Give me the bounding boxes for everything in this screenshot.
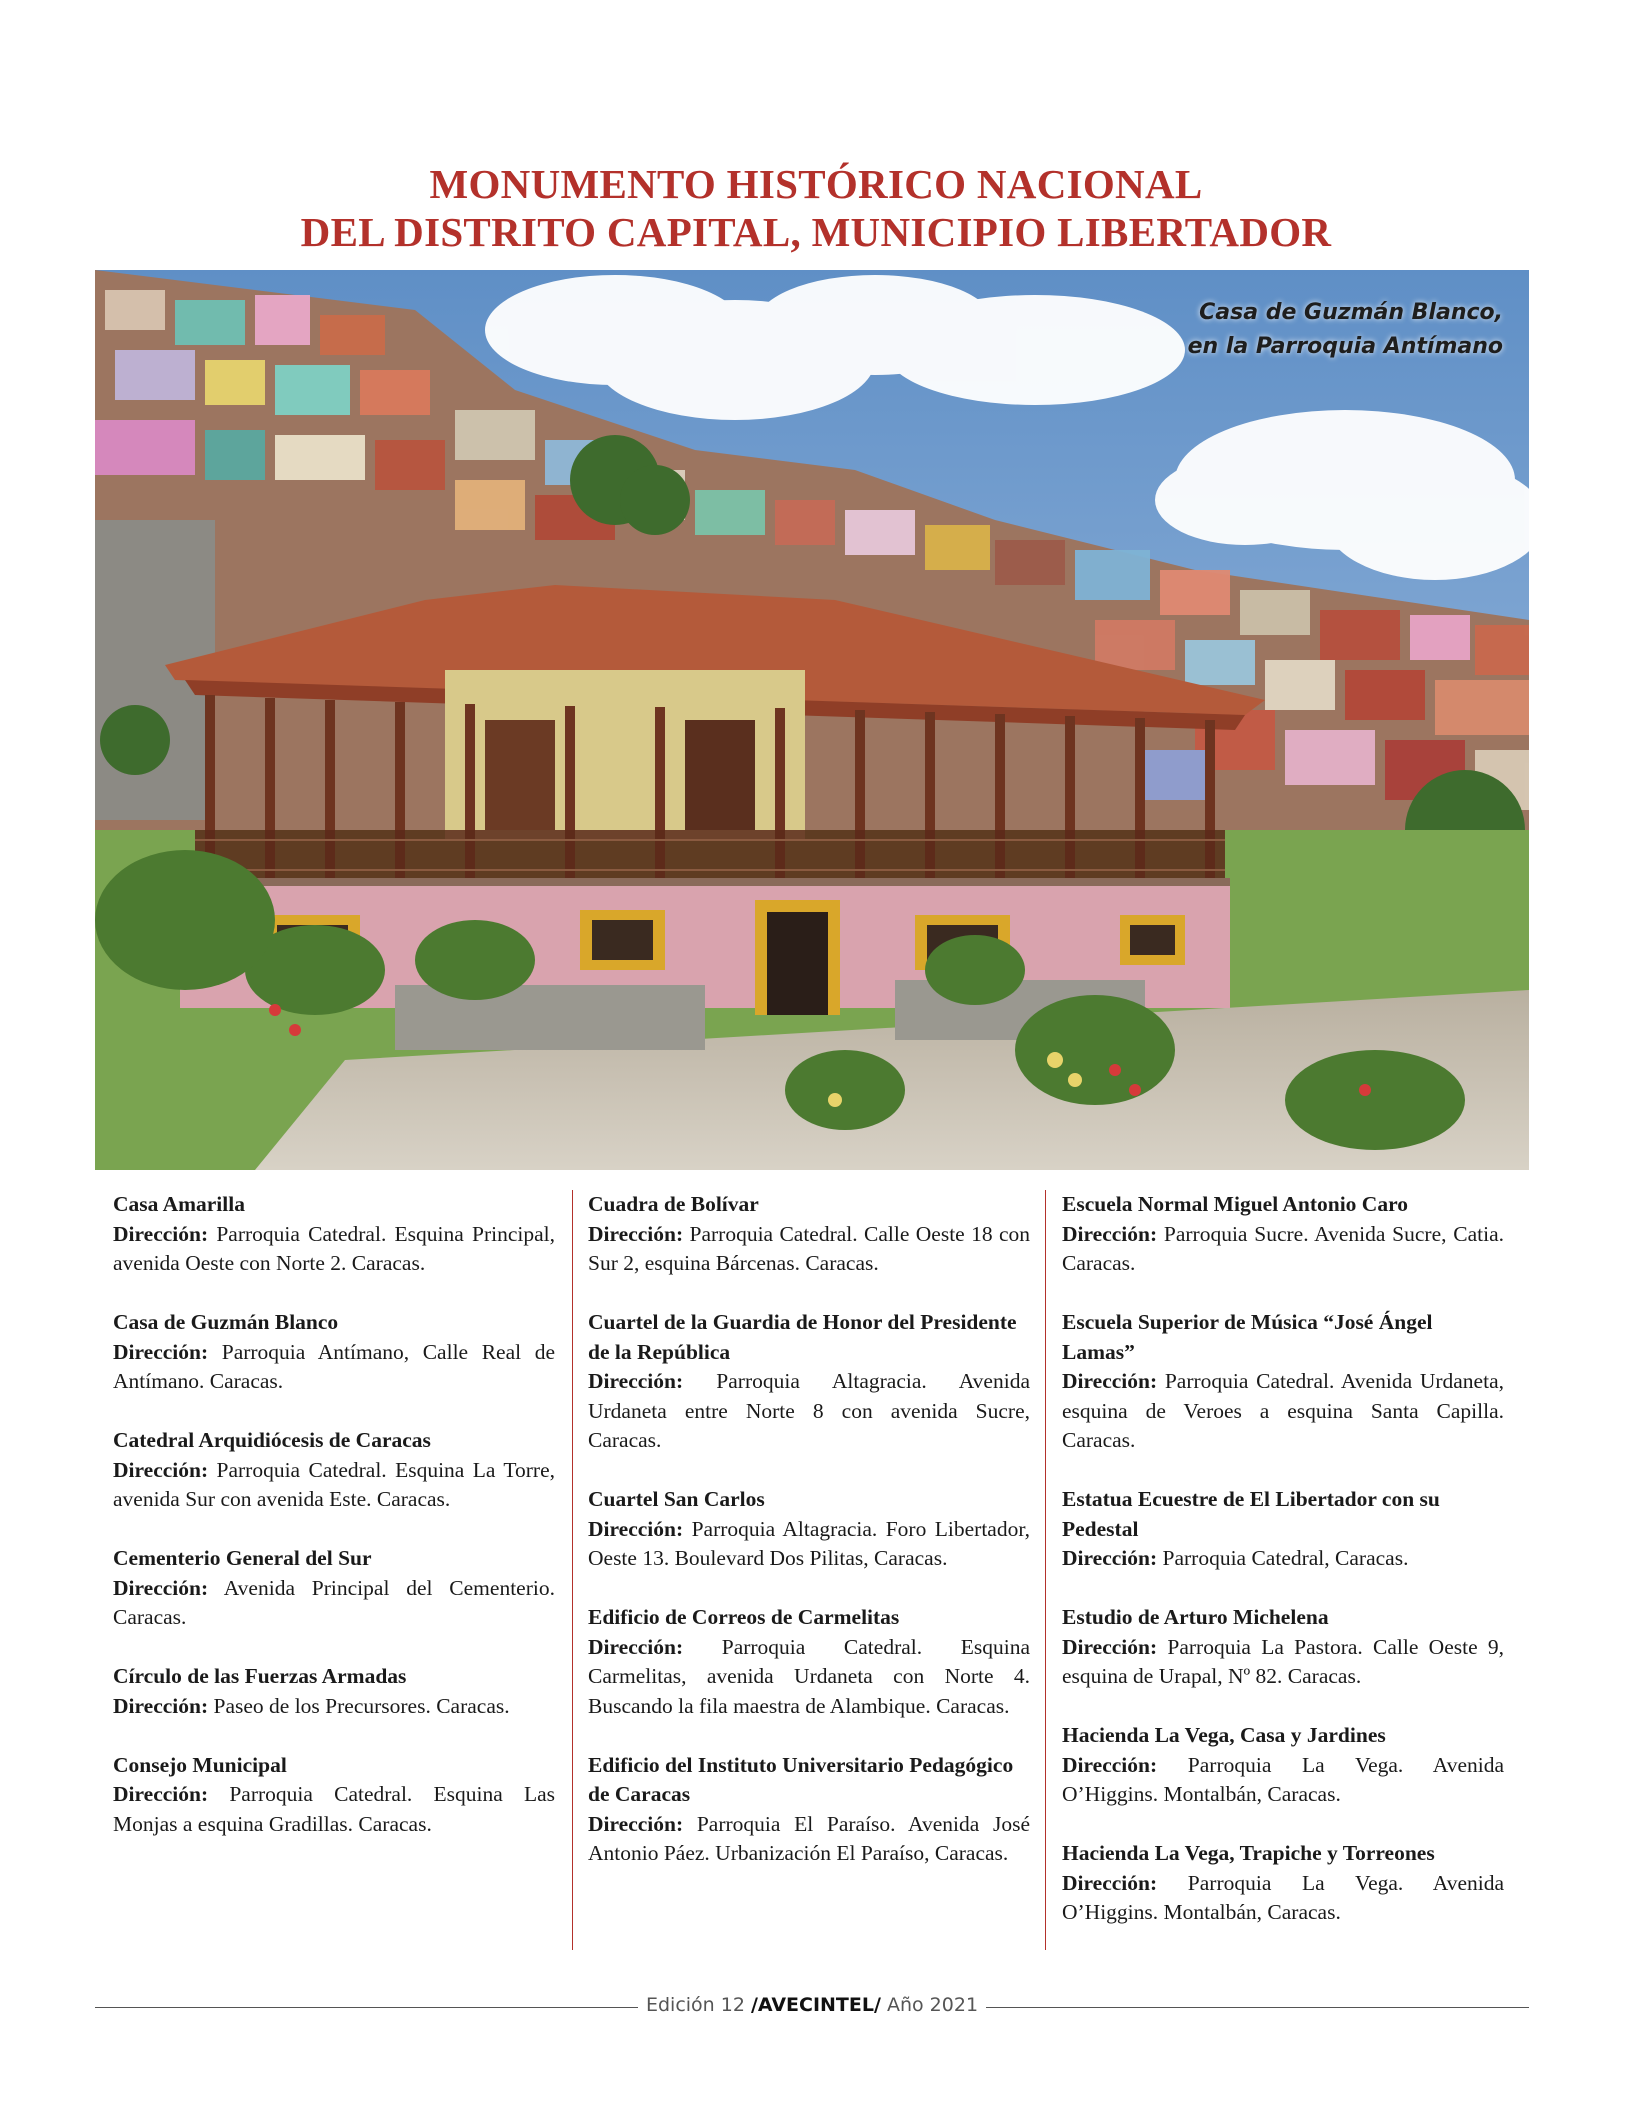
monument-name: Casa Amarilla	[113, 1192, 245, 1216]
monument-entry	[1062, 1603, 1504, 1692]
monument-name: Cuadra de Bolívar	[588, 1192, 759, 1216]
address-label: Dirección:	[113, 1221, 209, 1246]
monument-column-1	[113, 1190, 555, 1869]
monument-entry	[1062, 1485, 1504, 1574]
address-text: Parroquia Catedral, Caracas.	[1162, 1546, 1409, 1570]
monument-column-2	[588, 1190, 1030, 1898]
address-label: Dirección:	[588, 1221, 684, 1246]
monument-address	[588, 1220, 1030, 1279]
monument-name: Escuela Normal Miguel Antonio Caro	[1062, 1192, 1408, 1216]
address-text: Parroquia La Pastora. Calle Oeste 9, esquina de Urapal, Nº 82. Caracas.	[1062, 1634, 1504, 1688]
address-text: Avenida Principal del Cementerio. Caracas.	[113, 1575, 555, 1629]
monument-name: Estatua Ecuestre de El Libertador con su Pedestal	[1062, 1487, 1440, 1541]
monument-address	[113, 1692, 555, 1722]
monument-name: Cementerio General del Sur	[113, 1546, 372, 1570]
monument-address	[1062, 1633, 1504, 1692]
monument-name: Cuartel San Carlos	[588, 1487, 765, 1511]
address-text: Parroquia El Paraíso. Avenida José Antonio Páez. Urbanización El Paraíso, Caracas.	[588, 1811, 1030, 1865]
address-label: Dirección:	[1062, 1870, 1158, 1895]
address-label: Dirección:	[113, 1575, 209, 1600]
address-text: Parroquia Antímano, Calle Real de Antímano. Caracas.	[113, 1339, 555, 1393]
address-text: Parroquia Catedral. Avenida Urdaneta, esquina de Veroes a esquina Santa Capilla. Caracas.	[1062, 1369, 1504, 1452]
monument-address	[588, 1810, 1030, 1869]
footer-text	[95, 1994, 1529, 2016]
monument-column-3	[1062, 1190, 1504, 1957]
column-divider	[1045, 1190, 1046, 1950]
monument-address	[1062, 1544, 1504, 1574]
monument-entry	[1062, 1308, 1504, 1456]
footer-year: Año 2021	[886, 1994, 979, 2016]
address-label: Dirección:	[1062, 1369, 1158, 1393]
address-label: Dirección:	[588, 1634, 684, 1659]
monument-entry	[588, 1603, 1030, 1721]
address-text: Parroquia Catedral. Esquina Las Monjas a esquina Gradillas. Caracas.	[113, 1782, 555, 1836]
address-label: Dirección:	[588, 1516, 684, 1541]
address-label: Dirección:	[1062, 1221, 1158, 1246]
footer-edition: Edición 12	[645, 1994, 745, 2016]
monument-name: Círculo de las Fuerzas Armadas	[113, 1664, 407, 1688]
monument-address	[1062, 1367, 1504, 1456]
title-line-1: MONUMENTO HISTÓRICO NACIONAL	[429, 161, 1203, 207]
monument-address	[1062, 1220, 1504, 1279]
caption-line-1: Casa de Guzmán Blanco,	[1199, 300, 1503, 325]
monument-address	[588, 1633, 1030, 1722]
address-label: Dirección:	[1062, 1546, 1158, 1570]
title-line-2: DEL DISTRITO CAPITAL, MUNICIPIO LIBERTADOR	[300, 209, 1332, 255]
monument-entry	[113, 1426, 555, 1515]
monument-name: Consejo Municipal	[113, 1752, 287, 1777]
monument-address	[1062, 1869, 1504, 1928]
monument-entry	[113, 1751, 555, 1840]
monument-name: Escuela Superior de Música “José Ángel Lamas”	[1062, 1310, 1433, 1364]
monument-address	[588, 1367, 1030, 1456]
address-label: Dirección:	[113, 1457, 209, 1482]
monument-entry	[1062, 1190, 1504, 1279]
casa-guzman-blanco-photo	[95, 270, 1529, 1170]
address-label: Dirección:	[1062, 1634, 1158, 1659]
monument-address	[588, 1515, 1030, 1574]
monument-name: Edificio de Correos de Carmelitas	[588, 1605, 900, 1629]
address-text: Parroquia Catedral. Esquina Principal, avenida Oeste con Norte 2. Caracas.	[113, 1221, 555, 1275]
page-footer	[95, 1992, 1529, 2022]
address-label: Dirección:	[113, 1693, 209, 1718]
photo-caption	[1188, 296, 1503, 364]
monument-address	[113, 1338, 555, 1397]
address-text: Parroquia Catedral. Calle Oeste 18 con Sur 2, esquina Bárcenas. Caracas.	[588, 1221, 1031, 1275]
monument-name: Hacienda La Vega, Trapiche y Torreones	[1062, 1841, 1435, 1865]
monument-address	[113, 1456, 555, 1515]
monument-entry	[1062, 1721, 1504, 1810]
address-text: Parroquia Catedral. Esquina La Torre, avenida Sur con avenida Este. Caracas.	[113, 1457, 555, 1511]
monument-address	[113, 1220, 555, 1279]
monument-address	[113, 1780, 555, 1839]
footer-brand: /AVECINTEL/	[750, 1994, 881, 2016]
monument-address	[1062, 1751, 1504, 1810]
monument-entry	[588, 1751, 1030, 1869]
address-text: Parroquia Altagracia. Avenida Urdaneta entre Norte 8 con avenida Sucre, Caracas.	[588, 1369, 1030, 1452]
address-label: Dirección:	[588, 1369, 684, 1393]
address-label: Dirección:	[1062, 1752, 1158, 1777]
address-text: Parroquia La Vega. Avenida O’Higgins. Montalbán, Caracas.	[1062, 1752, 1505, 1806]
address-text: Parroquia Catedral. Esquina Carmelitas, avenida Urdaneta con Norte 4. Buscando la fila maestra de Alambique. Caracas.	[588, 1634, 1030, 1718]
address-label: Dirección:	[113, 1782, 209, 1806]
monument-entry	[113, 1308, 555, 1397]
page-title	[0, 160, 1632, 256]
column-divider	[572, 1190, 573, 1950]
address-text: Paseo de los Precursores. Caracas.	[213, 1693, 510, 1718]
address-text: Parroquia Sucre. Avenida Sucre, Catia. Caracas.	[1062, 1221, 1504, 1275]
monument-entry	[588, 1485, 1030, 1574]
monument-entry	[113, 1662, 555, 1721]
monument-entry	[113, 1190, 555, 1279]
address-text: Parroquia La Vega. Avenida O’Higgins. Montalbán, Caracas.	[1062, 1870, 1505, 1924]
monument-name: Cuartel de la Guardia de Honor del Presidente de la República	[588, 1310, 1017, 1364]
monument-entry	[588, 1308, 1030, 1456]
monument-name: Hacienda La Vega, Casa y Jardines	[1062, 1723, 1386, 1747]
address-text: Parroquia Altagracia. Foro Libertador, Oeste 13. Boulevard Dos Pilitas, Caracas.	[588, 1516, 1031, 1570]
address-label: Dirección:	[113, 1339, 209, 1364]
monument-name: Casa de Guzmán Blanco	[113, 1310, 339, 1334]
monument-entry	[113, 1544, 555, 1633]
monument-name: Edificio del Instituto Universitario Pedagógico de Caracas	[588, 1752, 1014, 1806]
monument-address	[113, 1574, 555, 1633]
monument-name: Estudio de Arturo Michelena	[1062, 1605, 1329, 1629]
address-label: Dirección:	[588, 1811, 684, 1836]
monument-entry	[588, 1190, 1030, 1279]
monument-entry	[1062, 1839, 1504, 1928]
monument-name: Catedral Arquidiócesis de Caracas	[113, 1428, 431, 1452]
caption-line-2: en la Parroquia Antímano	[1187, 334, 1503, 359]
